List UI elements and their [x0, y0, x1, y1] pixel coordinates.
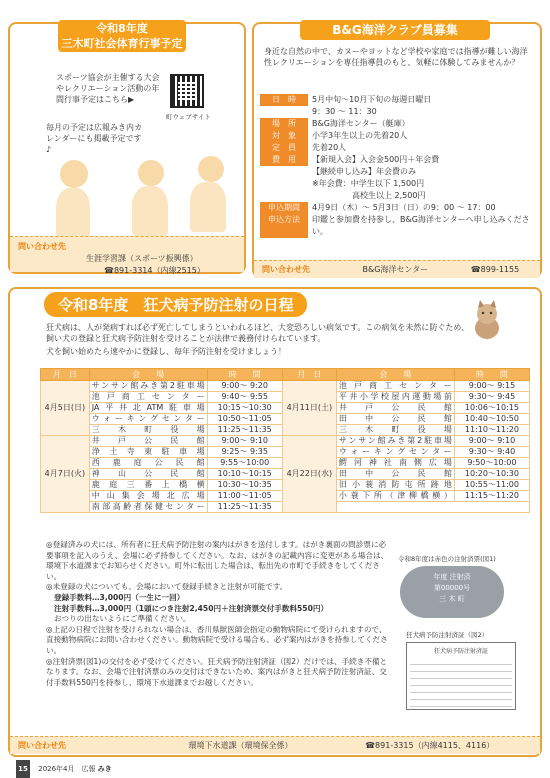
bg-detail-row	[260, 130, 536, 142]
certificate-figure	[406, 642, 516, 710]
baseball-player-icon	[138, 160, 164, 186]
contact-tel: ☎899-1155	[470, 265, 520, 274]
volleyball-player-body-icon	[190, 182, 226, 232]
time-cell: 9:00～ 9:15	[454, 381, 529, 392]
venue-cell: 中山集会場北広場	[89, 491, 207, 502]
fig2-caption: 狂犬病予防注射済証（図2）	[406, 631, 489, 639]
contact-tel: ☎891-3314（内線2515）	[104, 266, 205, 275]
left-contact-bar	[10, 236, 244, 275]
venue-cell: サンサン館みき第2駐車場	[89, 381, 207, 392]
rabies-title: 令和8年度 狂犬病予防注射の日程	[44, 292, 307, 317]
time-cell: 11:10～11:20	[454, 425, 529, 436]
bg-club-title: B&G海洋クラブ員募集	[300, 20, 490, 40]
note-paragraph: ◎未登録の犬についても、会場において登録手続きと注射が可能です。	[46, 582, 288, 592]
bg-detail-value: 【継続申し込み】年会費のみ	[312, 167, 416, 176]
venue-cell: 神山公民館	[89, 469, 207, 480]
time-cell: 10:50～11:05	[207, 414, 282, 425]
venue-cell: 南部高齢者保健センター	[89, 502, 207, 513]
venue-cell: ウォーキングセンター	[89, 414, 207, 425]
col-date: 月 日	[282, 369, 336, 381]
col-venue: 会 場	[89, 369, 207, 381]
venue-cell: 浄土寺東駐車場	[89, 447, 207, 458]
date-cell: 4月22日(水)	[282, 436, 336, 513]
bottom-contact-bar	[10, 736, 540, 754]
bg-detail-label: 定 員	[260, 142, 308, 154]
col-date: 月 日	[41, 369, 90, 381]
bg-detail-row	[260, 190, 536, 202]
time-cell: 10:40～10:50	[454, 414, 529, 425]
venue-cell: 田中公民館	[336, 414, 454, 425]
bg-detail-row	[260, 154, 536, 166]
fig1-caption: 令和8年度は赤色の注射済票(図1)	[398, 555, 496, 563]
venue-cell: サンサン館みき第2駐車場	[336, 436, 454, 447]
injection-tag-figure	[400, 566, 504, 618]
empty-cell	[336, 502, 529, 513]
venue-cell: 田中公民館	[336, 469, 454, 480]
bg-detail-label	[260, 178, 308, 190]
bg-detail-value: 9：30 ～ 11：30	[312, 107, 377, 116]
rabies-intro-1: 狂犬病は、人が発病すれば必ず死亡してしまうといわれるほど、大変恐ろしい病気です。この病気を未然に防ぐため、飼い犬の登録と狂犬病予防注射を受けることが法律で義務付けられています。	[46, 323, 470, 343]
bg-club-details	[260, 94, 536, 238]
contact-dept: B&G海洋センター	[362, 265, 429, 274]
time-cell: 10:55～11:00	[454, 480, 529, 491]
time-cell: 10:06～10:15	[454, 403, 529, 414]
bg-detail-label: 申込期間	[260, 202, 308, 214]
venue-cell: 旧小蓑消防屯所跡地	[336, 480, 454, 491]
tennis-player-body-icon	[56, 188, 90, 238]
time-cell: 11:15～11:20	[454, 491, 529, 502]
bg-detail-row	[260, 142, 536, 154]
venue-cell: 三木町役場	[336, 425, 454, 436]
rabies-notes	[46, 540, 390, 688]
venue-cell: 三木町役場	[89, 425, 207, 436]
date-cell: 4月5日(日)	[41, 381, 90, 436]
venue-cell: 池戸商工センター	[89, 392, 207, 403]
baseball-player-body-icon	[132, 186, 168, 236]
time-cell: 9:40～ 9:55	[207, 392, 282, 403]
bg-detail-label	[260, 106, 308, 118]
contact-dept: 生涯学習課（スポーツ振興係）	[86, 254, 198, 263]
time-cell: 9:25～ 9:35	[207, 447, 282, 458]
time-cell: 9:00～ 9:10	[207, 436, 282, 447]
venue-cell: 井戸公民館	[336, 403, 454, 414]
bg-detail-label: 日 時	[260, 94, 308, 106]
bg-detail-value: 4月9日（木）～ 5月3日（日）の9：00 ～ 17：00	[312, 203, 496, 212]
time-cell: 9:50～10:00	[454, 458, 529, 469]
bg-detail-value: 先着20人	[312, 143, 347, 152]
contact-tel: ☎891-3315（内線4115、4116）	[365, 741, 495, 750]
volleyball-player-icon	[198, 156, 224, 182]
time-cell: 10:15～10:30	[207, 403, 282, 414]
time-cell: 10:10～10:15	[207, 469, 282, 480]
rabies-intro-2: 犬を飼い始めたら速やかに登録し、毎年予防注射を受けましょう！	[46, 347, 286, 356]
rabies-schedule-table	[40, 368, 530, 513]
bg-detail-row	[260, 214, 536, 238]
venue-cell: JA平井北ATM駐車場	[89, 403, 207, 414]
time-cell: 11:25～11:35	[207, 502, 282, 513]
venue-cell: 池戸商工センター	[336, 381, 454, 392]
time-cell: 9:30～ 9:40	[454, 447, 529, 458]
contact-dept: 環境下水道課（環境保全係）	[188, 741, 293, 750]
date-cell: 4月11日(土)	[282, 381, 336, 436]
bg-detail-row	[260, 166, 536, 178]
contact-label: 問い合わせ先	[18, 242, 66, 251]
schedule-intro: スポーツ協会が主催する大会やレクリエーション活動の年間行事予定はこちら▶	[56, 73, 160, 104]
venue-cell: 小蓑下所（津柳橋横）	[336, 491, 454, 502]
table-row	[41, 381, 530, 392]
time-cell: 11:25～11:35	[207, 425, 282, 436]
tennis-player-icon	[60, 160, 88, 188]
bg-detail-label: 申込方法	[260, 214, 308, 238]
note-paragraph: ◎上記の日程で注射を受けられない場合は、香川県獣医師会指定の動物病院にて受けられますので、直接動物病院にお問い合わせください。動物病院で受ける場合も、必ず案内はがきを持参してください。	[46, 624, 388, 655]
monthly-note: 毎月の予定は広報みき内カレンダーにも掲載予定です♪	[46, 123, 142, 154]
bg-detail-value: 小学3年生以上の先着20人	[312, 131, 408, 140]
qr-caption: 町ウェブサイト	[166, 113, 211, 121]
title-line-1: 令和8年度	[96, 22, 148, 35]
note-paragraph: ◎登録済みの犬には、所有者に狂犬病予防注射の案内はがきを送付します。はがき裏面の問診票に必要事項を記入のうえ、会場に必ず持参してください。なお、はがきの記載内容に変更がある場合は、環境下水道課までお知らせください。町外に転出した場合は、転出先の市町で手続きをしてください。	[46, 540, 389, 581]
venue-cell: 鹿庭三番上橋横	[89, 480, 207, 491]
bg-detail-value: 高校生以上 2,500円	[312, 191, 426, 200]
magazine-logo: みき	[97, 765, 112, 773]
bg-detail-label: 場 所	[260, 118, 308, 130]
note-paragraph: ◎注射済票(図1)の交付を必ず受けてください。狂犬病予防注射済証（図2）だけでは、手続き不備となります。なお、会場で注射済票のみの交付はできないため、案内はがきと狂犬病予防注射済証、交付手数料550円を持参し、環境下水道課までお越しください。	[46, 656, 388, 687]
venue-cell: 鰐河神社南側広場	[336, 458, 454, 469]
tag-line: 三 木 町	[439, 595, 465, 603]
page-footer	[0, 760, 550, 778]
time-cell: 11:00～11:05	[207, 491, 282, 502]
contact-label: 問い合わせ先	[18, 741, 66, 750]
title-line-2: 三木町社会体育行事予定	[61, 37, 183, 50]
certificate-title: 狂犬病予防注射済証	[433, 648, 488, 655]
time-cell: 9:00～ 9:10	[454, 436, 529, 447]
bg-detail-row	[260, 106, 536, 118]
bg-detail-value: 5月中旬～10月下旬の毎週日曜日	[312, 95, 432, 104]
venue-cell: ウォーキングセンター	[336, 447, 454, 458]
bg-detail-row	[260, 118, 536, 130]
page-number: 15	[16, 760, 30, 778]
venue-cell: 平井小学校屋内運動場前	[336, 392, 454, 403]
bg-detail-label	[260, 166, 308, 178]
contact-label: 問い合わせ先	[262, 265, 310, 274]
table-row	[41, 436, 530, 447]
event-schedule-title	[58, 20, 186, 52]
issue-info: 2026年4月 広報	[38, 765, 96, 773]
col-venue: 会 場	[336, 369, 454, 381]
bg-detail-value: ※年会費：中学生以下 1,500円	[312, 179, 425, 188]
time-cell: 9:30～ 9:45	[454, 392, 529, 403]
note-paragraph: 登録手数料…3,000円（一生に一回）	[54, 592, 185, 602]
bg-detail-value: B&G海洋センター（艇庫）	[312, 119, 410, 128]
tag-line: 年度 注射済	[433, 573, 471, 581]
time-cell: 9:00～ 9:20	[207, 381, 282, 392]
bg-detail-value: 印鑑と参加費を持参し、B&G海洋センターへ申し込みください。	[312, 215, 530, 236]
time-cell: 10:20～10:30	[454, 469, 529, 480]
bg-detail-label	[260, 190, 308, 202]
bg-detail-label: 費 用	[260, 154, 308, 166]
venue-cell: 井戸公民館	[89, 436, 207, 447]
note-paragraph: おつりの出ないようにご準備ください。	[54, 614, 191, 624]
col-time: 時 間	[207, 369, 282, 381]
date-cell: 4月7日(火)	[41, 436, 90, 513]
bg-detail-row	[260, 202, 536, 214]
bg-detail-label: 対 象	[260, 130, 308, 142]
bg-detail-row	[260, 178, 536, 190]
bg-club-intro: 身近な自然の中で、カヌーやヨットなど学校や家庭では指導が難しい海洋性レクリエーションを専任指導員のもと、気軽に体験してみませんか？	[264, 47, 528, 67]
certificate-lines	[410, 661, 512, 707]
time-cell: 10:30～10:35	[207, 480, 282, 491]
right-contact-bar	[254, 260, 540, 278]
qr-code-icon[interactable]	[170, 74, 204, 108]
note-paragraph: 注射手数料…3,000円（1頭につき注射2,450円＋注射済票交付手数料550円）	[54, 603, 329, 613]
bg-detail-row	[260, 94, 536, 106]
col-time: 時 間	[454, 369, 529, 381]
venue-cell: 西鹿庭公民館	[89, 458, 207, 469]
time-cell: 9:55～10:00	[207, 458, 282, 469]
tag-line: 第00000号	[433, 584, 471, 592]
bg-detail-value: 【新規入会】入会金500円＋年会費	[312, 155, 440, 164]
